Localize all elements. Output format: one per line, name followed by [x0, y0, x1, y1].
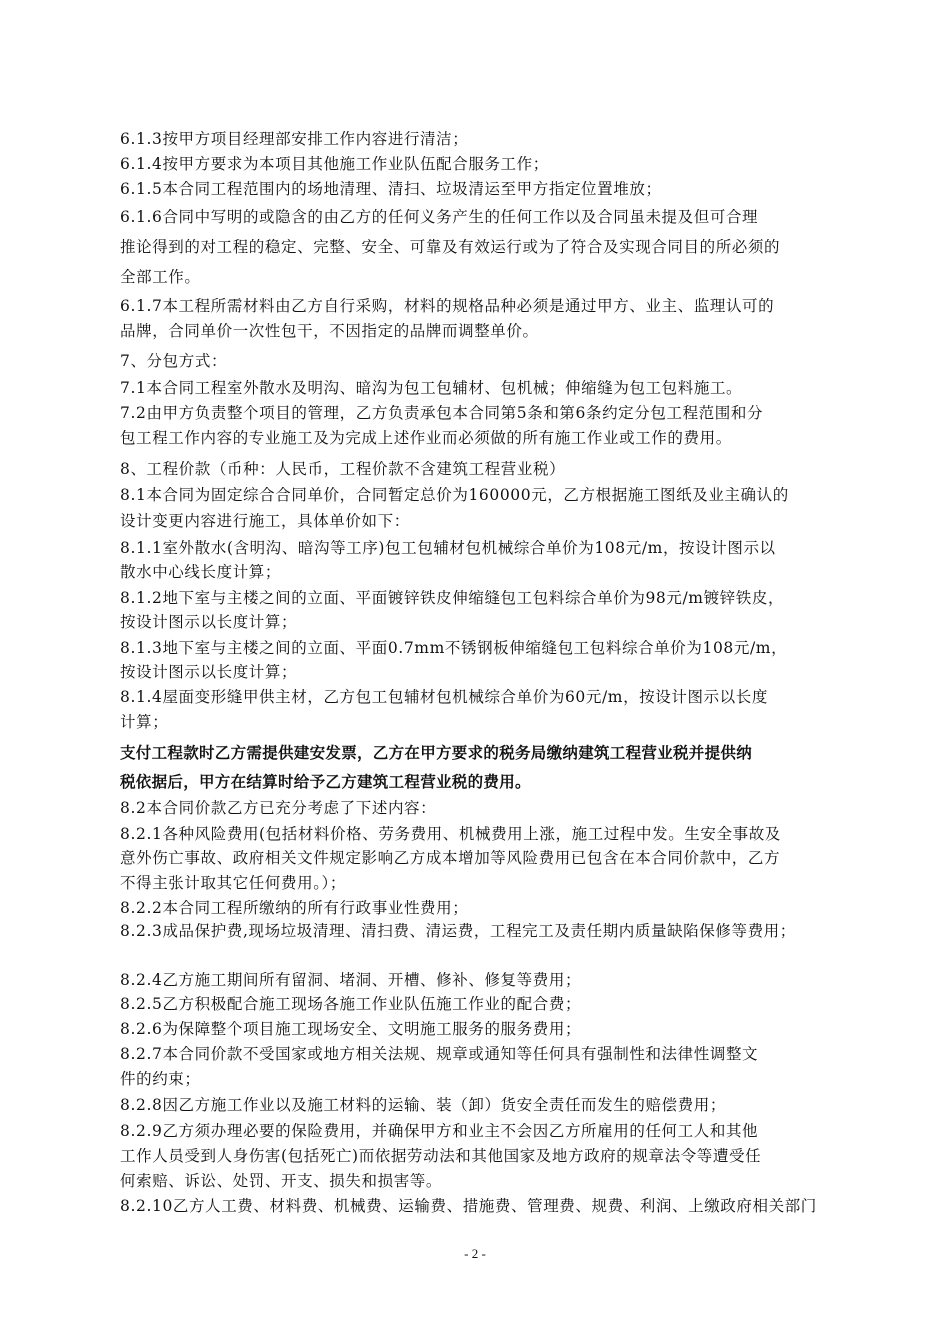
text-line: 6.1.3按甲方项目经理部安排工作内容进行清洁； [120, 130, 469, 148]
text-line: 8.2.9乙方须办理必要的保险费用，并确保甲方和业主不会因乙方所雇用的任何工人和其他 [120, 1122, 759, 1140]
text-line: 何索赔、诉讼、处罚、开支、损失和损害等。 [120, 1172, 443, 1190]
text-line: 8、工程价款（币种：人民币，工程价款不含建筑工程营业税） [120, 460, 566, 478]
text-line: 按设计图示以长度计算； [120, 613, 298, 631]
text-line: 8.2.6为保障整个项目施工现场安全、文明施工服务的服务费用； [120, 1020, 582, 1038]
page-number: - 2 - [464, 1246, 486, 1261]
text-line: 全部工作。 [120, 268, 201, 286]
text-line: 设计变更内容进行施工，具体单价如下： [120, 512, 410, 530]
text-line: 8.2本合同价款乙方已充分考虑了下述内容： [120, 799, 437, 817]
text-line: 7.1本合同工程室外散水及明沟、暗沟为包工包辅材、包机械；伸缩缝为包工包料施工。 [120, 379, 743, 397]
text-line: 计算； [120, 713, 169, 731]
text-line: 8.1.3地下室与主楼之间的立面、平面0.7mm不锈钢板伸缩缝包工包料综合单价为108元/m， [120, 639, 788, 657]
text-line: 按设计图示以长度计算； [120, 663, 298, 681]
text-line: 8.2.3成品保护费,现场垃圾清理、清扫费、清运费，工程完工及责任期内质量缺陷保修等费用； [120, 922, 796, 940]
text-line: 品牌，合同单价一次性包干，不因指定的品牌而调整单价。 [120, 322, 539, 340]
text-line: 工作人员受到人身伤害(包括死亡)而依据劳动法和其他国家及地方政府的规章法令等遭受任 [120, 1147, 762, 1165]
text-line: 8.1.1室外散水(含明沟、暗沟等工序)包工包辅材包机械综合单价为108元/m，按设计图示以 [120, 539, 776, 557]
text-line: 推论得到的对工程的稳定、完整、安全、可靠及有效运行或为了符合及实现合同目的所必须的 [120, 238, 781, 256]
text-line: 8.1.2地下室与主楼之间的立面、平面镀锌铁皮伸缩缝包工包料综合单价为98元/m镀锌铁皮， [120, 589, 785, 607]
text-line: 8.1.4屋面变形缝甲供主材，乙方包工包辅材包机械综合单价为60元/m，按设计图示以长度 [120, 688, 768, 706]
text-line: 7、分包方式： [120, 352, 228, 370]
text-line: 包工程工作内容的专业施工及为完成上述作业而必须做的所有施工作业或工作的费用。 [120, 429, 732, 447]
text-line: 税依据后，甲方在结算时给予乙方建筑工程营业税的费用。 [120, 773, 531, 791]
text-line: 8.2.5乙方积极配合施工现场各施工作业队伍施工作业的配合费； [120, 995, 582, 1013]
text-line: 支付工程款时乙方需提供建安发票，乙方在甲方要求的税务局缴纳建筑工程营业税并提供纳 [120, 744, 753, 762]
text-line: 8.2.1各种风险费用(包括材料价格、劳务费用、机械费用上涨，施工过程中发。生安全事故及 [120, 825, 781, 843]
text-line: 6.1.4按甲方要求为本项目其他施工作业队伍配合服务工作； [120, 155, 549, 173]
text-line: 8.1本合同为固定综合合同单价，合同暂定总价为160000元，乙方根据施工图纸及业主确认的 [120, 486, 789, 504]
text-line: 件的约束； [120, 1070, 201, 1088]
text-line: 8.2.8因乙方施工作业以及施工材料的运输、装（卸）货安全责任而发生的赔偿费用； [120, 1096, 726, 1114]
text-line: 8.2.7本合同价款不受国家或地方相关法规、规章或通知等任何具有强制性和法律性调整文 [120, 1045, 759, 1063]
text-line: 7.2由甲方负责整个项目的管理，乙方负责承包本合同第5条和第6条约定分包工程范围和分 [120, 404, 764, 422]
text-line: 6.1.7本工程所需材料由乙方自行采购，材料的规格品种必须是通过甲方、业主、监理认可的 [120, 297, 775, 315]
text-line: 不得主张计取其它任何费用。）； [120, 874, 347, 892]
text-line: 8.2.2本合同工程所缴纳的所有行政事业性费用； [120, 899, 469, 917]
text-line: 8.2.10乙方人工费、材料费、机械费、运输费、措施费、管理费、规费、利润、上缴政府相关部门 [120, 1197, 817, 1215]
text-line: 意外伤亡事故、政府相关文件规定影响乙方成本增加等风险费用已包含在本合同价款中，乙方 [120, 849, 781, 867]
text-line: 6.1.5本合同工程范围内的场地清理、清扫、垃圾清运至甲方指定位置堆放； [120, 180, 662, 198]
text-line: 8.2.4乙方施工期间所有留洞、堵洞、开槽、修补、修复等费用； [120, 971, 582, 989]
text-line: 6.1.6合同中写明的或隐含的由乙方的任何义务产生的任何工作以及合同虽未提及但可合理 [120, 208, 759, 226]
text-line: 散水中心线长度计算； [120, 563, 282, 581]
